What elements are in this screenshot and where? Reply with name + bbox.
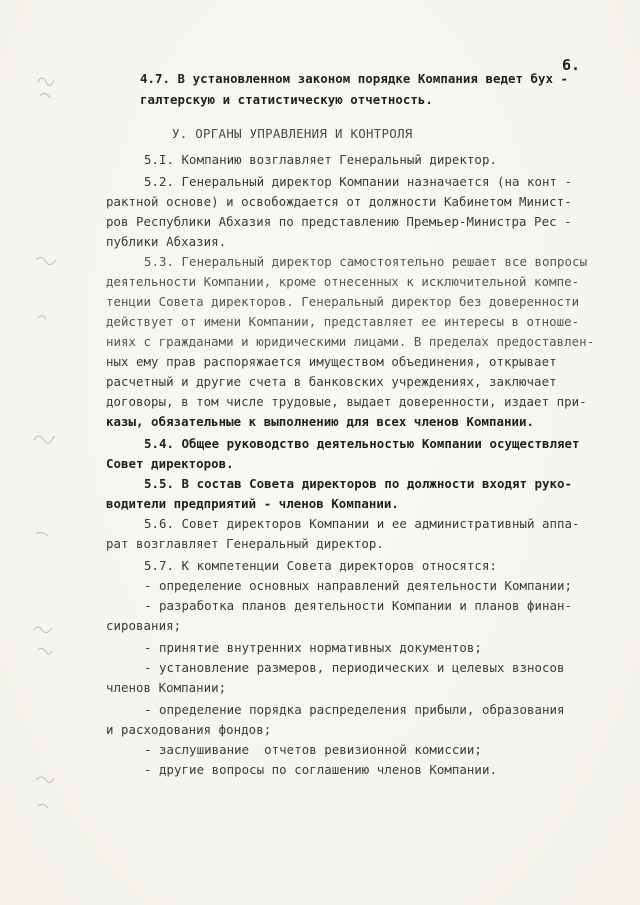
text-line: деятельности Компании, кроме отнесенных к исключительной компе- <box>106 274 580 289</box>
list-item: - разработка планов деятельности Компании и планов финан- <box>144 598 573 613</box>
section-heading: У. ОРГАНЫ УПРАВЛЕНИЯ И КОНТРОЛЯ <box>172 126 413 141</box>
text-line: 5.5. В состав Совета директоров по должности входят руко- <box>144 476 573 491</box>
text-line: ных ему прав распоряжается имуществом объединения, открывает <box>106 354 557 369</box>
text-line: членов Компании; <box>106 680 227 695</box>
text-line: действует от имени Компании, представляет ее интересы в отноше- <box>106 314 580 329</box>
list-item: - принятие внутренних нормативных документов; <box>144 640 482 655</box>
text-line: сирования; <box>106 618 182 633</box>
list-item: - другие вопросы по соглашению членов Компании. <box>144 762 497 777</box>
text-line: рат возглавляет Генеральный директор. <box>106 536 384 551</box>
text-line: ниях с гражданами и юридическими лицами. В пределах предоставлен- <box>106 334 595 349</box>
margin-scribbles <box>24 60 74 840</box>
text-line: водители предприятий - членов Компании. <box>106 496 399 511</box>
text-line: 5.I. Компанию возглавляет Генеральный директор. <box>144 152 497 167</box>
page-number: 6. <box>562 56 581 74</box>
text-line: галтерскую и статистическую отчетность. <box>140 92 433 107</box>
list-item: - определение основных направлений деятельности Компании; <box>144 578 573 593</box>
text-line: тенции Совета директоров. Генеральный директор без доверенности <box>106 294 580 309</box>
text-line: и расходования фондов; <box>106 722 272 737</box>
text-line: публики Абхазия. <box>106 234 227 249</box>
list-item: - заслушивание отчетов ревизионной комиссии; <box>144 742 482 757</box>
text-line: 5.2. Генеральный директор Компании назначается (на конт - <box>144 174 573 189</box>
text-line: 5.3. Генеральный директор самостоятельно решает все вопросы <box>144 254 588 269</box>
list-item: - установление размеров, периодических и целевых взносов <box>144 660 565 675</box>
text-line: расчетный и другие счета в банковских учреждениях, заключает <box>106 374 557 389</box>
text-line: 5.4. Общее руководство деятельностью Компании осуществляет <box>144 436 580 451</box>
text-line: ров Республики Абхазия по представлению Премьер-Министра Рес - <box>106 214 572 229</box>
text-line: 4.7. В установленном законом порядке Компания ведет бух - <box>140 71 569 86</box>
text-line: Совет директоров. <box>106 456 234 471</box>
text-line: 5.6. Совет директоров Компании и ее административный аппа- <box>144 516 580 531</box>
list-item: - определение порядка распределения прибыли, образования <box>144 702 565 717</box>
text-line: рактной основе) и освобождается от должности Кабинетом Минист- <box>106 194 572 209</box>
text-line: договоры, в том числе трудовые, выдает доверенности, издает при- <box>106 394 587 409</box>
text-line: 5.7. К компетенции Совета директоров относятся: <box>144 558 497 573</box>
text-line: казы, обязательные к выполнению для всех членов Компании. <box>106 414 535 429</box>
